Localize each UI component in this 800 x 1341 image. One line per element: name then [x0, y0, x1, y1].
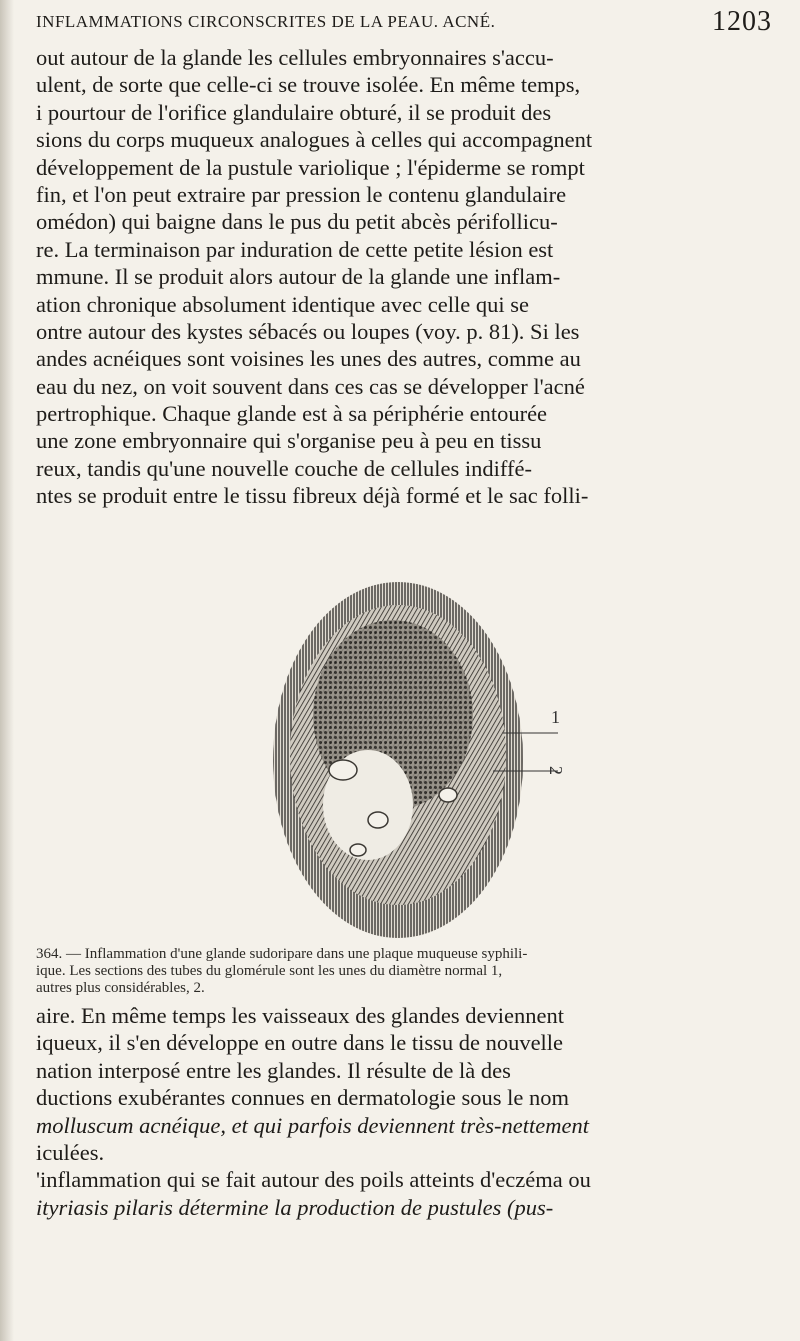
page-header: [36, 6, 772, 42]
caption-line: autres plus considérables, 2.: [36, 980, 205, 996]
caption-line: ique. Les sections des tubes du glomérule sont les unes du diamètre normal 1,: [36, 963, 503, 979]
text-line: re. La terminaison par induration de cette petite lésion est: [36, 236, 554, 262]
text-line: eau du nez, on voit souvent dans ces cas se développer l'acné: [36, 373, 585, 399]
text-line: out autour de la glande les cellules embryonnaires s'accu-: [36, 45, 554, 70]
text-line: molluscum acnéique, et qui parfois deviennent très-nettement: [36, 1112, 589, 1138]
text-line: ontre autour des kystes sébacés ou loupes (voy. p. 81). Si les: [36, 318, 580, 344]
text-line: une zone embryonnaire qui s'organise peu à peu en tissu: [36, 428, 542, 454]
text-line: i pourtour de l'orifice glandulaire obturé, il se produit des: [36, 99, 552, 125]
tube-section: [329, 760, 357, 780]
tube-section: [350, 844, 366, 856]
text-line: ntes se produit entre le tissu fibreux déjà formé et le sac folli-: [36, 483, 589, 509]
caption-line: 364. — Inflammation d'une glande sudoripare dans une plaque muqueuse syphili-: [36, 946, 528, 962]
text-line: ation chronique absolument identique avec celle qui se: [36, 291, 529, 317]
running-title: INFLAMMATIONS CIRCONSCRITES DE LA PEAU. ACNÉ.: [36, 12, 496, 31]
text-line: nation interposé entre les glandes. Il résulte de là des: [36, 1057, 511, 1083]
histology-figure: [248, 565, 568, 945]
page-gutter-shadow: [0, 0, 14, 1341]
text-line: développement de la pustule variolique ; l'épiderme se rompt: [36, 154, 585, 180]
text-line: omédon) qui baigne dans le pus du petit abcès périfollicu-: [36, 209, 558, 235]
text-line: iculées.: [36, 1139, 105, 1165]
text-line: aire. En même temps les vaisseaux des glandes deviennent: [36, 1003, 564, 1028]
text-line: mmune. Il se produit alors autour de la glande une inflam-: [36, 264, 561, 290]
figure-label-1: 1: [551, 707, 560, 727]
tube-section: [439, 788, 457, 802]
figure-label-2: 2: [546, 766, 566, 775]
gland-section-illustration: [248, 565, 568, 945]
figure-caption: [36, 946, 776, 997]
text-line: ductions exubérantes connues en dermatologie sous le nom: [36, 1085, 569, 1111]
text-line: ulent, de sorte que celle-ci se trouve isolée. En même temps,: [36, 72, 581, 98]
text-line: iqueux, il s'en développe en outre dans le tissu de nouvelle: [36, 1030, 564, 1056]
text-line: reux, tandis qu'une nouvelle couche de cellules indiffé-: [36, 455, 532, 481]
text-line: fin, et l'on peut extraire par pression le contenu glandulaire: [36, 181, 567, 207]
text-line: andes acnéiques sont voisines les unes des autres, comme au: [36, 346, 581, 372]
text-block-top: [36, 44, 772, 510]
text-line: 'inflammation qui se fait autour des poils atteints d'eczéma ou: [36, 1167, 591, 1193]
text-block-bottom: [36, 1002, 772, 1221]
text-line: ityriasis pilaris détermine la production de pustules (pus-: [36, 1194, 554, 1220]
text-line: pertrophique. Chaque glande est à sa périphérie entourée: [36, 401, 548, 427]
tube-section: [368, 812, 388, 828]
page-number: 1203: [712, 6, 772, 37]
text-line: sions du corps muqueux analogues à celles qui accompagnent: [36, 127, 593, 153]
